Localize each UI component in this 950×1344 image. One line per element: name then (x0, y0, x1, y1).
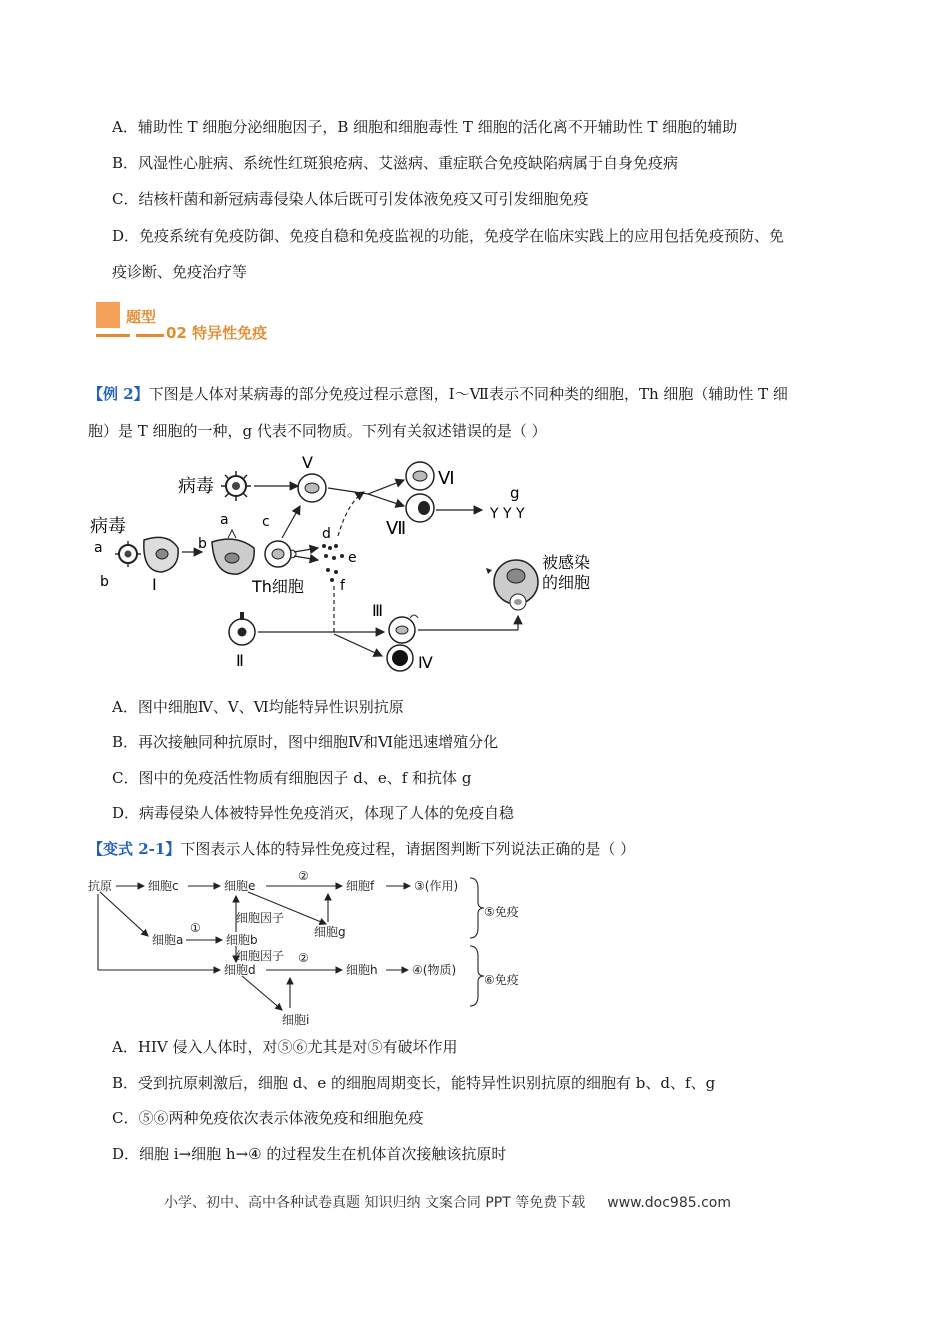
q3-option-a: A．HIV 侵入人体时，对⑤⑥尤其是对⑤有破坏作用 (112, 1038, 458, 1056)
th-cell (265, 541, 296, 567)
section-header (96, 302, 356, 342)
label-III: Ⅲ (372, 601, 384, 620)
label-d: d (322, 526, 331, 542)
label-V: Ⅴ (302, 453, 313, 472)
label-g: g (510, 484, 520, 502)
fc-immune5: ⑤免疫 (484, 905, 519, 919)
fc-cell-e: 细胞e (224, 879, 256, 893)
cell-I (144, 537, 178, 572)
fc-cytokine2: 细胞因子 (236, 949, 285, 963)
footer (164, 1192, 731, 1212)
fc-cell-i: 细胞i (282, 1013, 310, 1027)
cell-VII (406, 494, 434, 522)
label-I: Ⅰ (152, 575, 157, 594)
option-d-line2: 疫诊断、免疫治疗等 (112, 263, 248, 281)
th-cell-label: Th细胞 (252, 577, 304, 596)
fc-immune6: ⑥免疫 (484, 973, 519, 987)
label-VI: Ⅵ (438, 468, 455, 489)
label-IV: Ⅳ (418, 653, 433, 672)
q3-option-c: C．⑤⑥两种免疫依次表示体液免疫和细胞免疫 (112, 1109, 424, 1127)
q2-option-a: A．图中细胞Ⅳ、Ⅴ、Ⅵ均能特异性识别抗原 (112, 698, 404, 716)
option-d-line1: D．免疫系统有免疫防御、免疫自稳和免疫监视的功能，免疫学在临床实践上的应用包括免疫预防、免 (112, 227, 785, 245)
fc-cytokine1: 细胞因子 (236, 911, 285, 925)
fc-cell-f: 细胞f (346, 879, 375, 893)
virus-label-top: 病毒 (178, 476, 214, 497)
cell-V (298, 474, 326, 502)
option-b: B．风湿性心脏病、系统性红斑狼疮病、艾滋病、重症联合免疫缺陷病属于自身免疫病 (112, 154, 679, 172)
cell-VI (406, 462, 434, 490)
fc-cell-c: 细胞c (148, 879, 179, 893)
cell-II (229, 612, 255, 645)
cell-IV (387, 645, 413, 671)
q2-option-d: D．病毒侵染人体被特异性免疫消灭，体现了人体的免疫自稳 (112, 804, 515, 822)
q3-option-d: D．细胞 i→细胞 h→④ 的过程发生在机体首次接触该抗原时 (112, 1145, 507, 1163)
section-label: 题型 (126, 308, 157, 326)
virus-label-left: 病毒 (90, 516, 126, 537)
example2-stem-line1: 【例 2】下图是人体对某病毒的部分免疫过程示意图，Ⅰ～Ⅶ表示不同种类的细胞，Th 细胞（辅助性 T 细 (88, 385, 788, 403)
label-a2: a (220, 512, 229, 528)
label-f: f (340, 578, 345, 594)
example-tag: 【例 2】 (88, 385, 149, 403)
infected-label-1: 被感染 (542, 553, 591, 572)
fc-substance4: ④(物质) (412, 963, 457, 977)
immune-flow-chart (86, 866, 536, 1028)
q2-option-c: C．图中的免疫活性物质有细胞因子 d、e、f 和抗体 g (112, 769, 472, 787)
option-a: A．辅助性 T 细胞分泌细胞因子，B 细胞和细胞毒性 T 细胞的活化离不开辅助性 T 细胞的辅助 (112, 118, 738, 136)
cytokine-dots (322, 544, 344, 582)
infected-label-2: 的细胞 (542, 573, 591, 592)
label-e: e (348, 550, 357, 566)
fc-n2b: ② (298, 951, 309, 965)
section-title: 02 特异性免疫 (166, 324, 268, 342)
fc-n1: ① (190, 921, 201, 935)
virus-icon-left (115, 541, 141, 567)
immune-process-diagram (86, 452, 616, 674)
fc-cell-a: 细胞a (152, 933, 184, 947)
fc-antigen: 抗原 (88, 879, 113, 893)
virus-icon (221, 471, 251, 501)
q2-option-b: B．再次接触同种抗原时，图中细胞Ⅳ和Ⅵ能迅速增殖分化 (112, 733, 499, 751)
fc-n2a: ② (298, 869, 309, 883)
footer-text: 小学、初中、高中各种试卷真题 知识归纳 文案合同 PPT 等免费下载 (164, 1195, 586, 1211)
fc-cell-d: 细胞d (224, 963, 256, 977)
label-a: a (94, 540, 103, 556)
q3-option-b: B．受到抗原刺激后，细胞 d、e 的细胞周期变长，能特异性识别抗原的细胞有 b、d、f、g (112, 1074, 716, 1092)
option-c: C．结核杆菌和新冠病毒侵染人体后既可引发体液免疫又可引发细胞免疫 (112, 190, 589, 208)
label-b: b (100, 574, 109, 590)
apc-cell (212, 530, 254, 574)
label-b2: b (198, 536, 207, 552)
example2-stem-line2: 胞）是 T 细胞的一种，g 代表不同物质。下列有关叙述错误的是（ ） (88, 422, 547, 440)
label-c: c (262, 514, 270, 530)
fc-cell-g: 细胞g (314, 925, 346, 939)
section-marker-icon (96, 302, 120, 328)
variant-stem: 【变式 2-1】下图表示人体的特异性免疫过程，请据图判断下列说法正确的是（ ） (88, 840, 636, 858)
variant-tag: 【变式 2-1】 (88, 840, 181, 858)
fc-cell-b: 细胞b (226, 933, 258, 947)
label-II: Ⅱ (236, 651, 244, 670)
antibody-icon: Y Y Y (490, 506, 525, 522)
cell-III (389, 615, 418, 643)
label-VII: Ⅶ (386, 518, 407, 539)
fc-effect3: ③(作用) (414, 879, 459, 893)
effector-cell (510, 594, 526, 610)
fc-cell-h: 细胞h (346, 963, 378, 977)
footer-url[interactable]: www.doc985.com (607, 1195, 731, 1211)
